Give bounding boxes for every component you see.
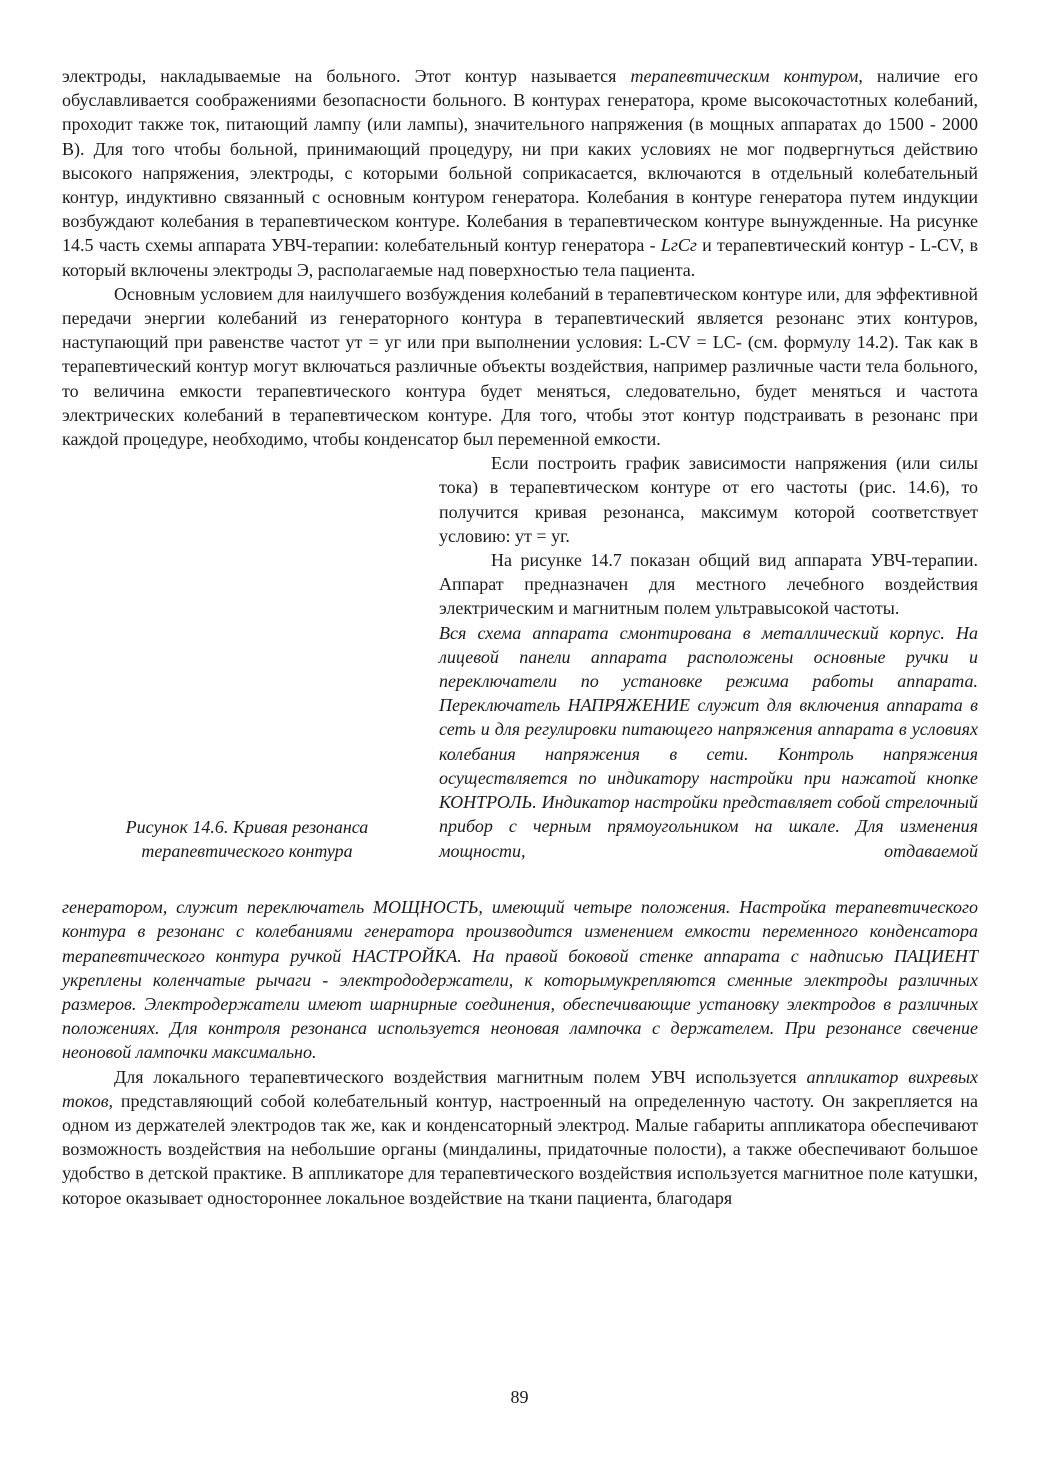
page-number: 89 (510, 1387, 529, 1407)
emphasized-term: терапевтическим контуром (630, 66, 859, 86)
paragraph-eddy-current-applicator (62, 1065, 978, 1210)
paragraph-text: Для локального терапевтического воздействия магнитным полем УВЧ используется (114, 1066, 807, 1087)
paragraph-therapeutic-circuit (62, 64, 978, 282)
emphasized-term: аппликатор вихревых токов, (62, 1066, 978, 1111)
paragraph-uhf-apparatus: На рисунке 14.7 показан общий вид аппарата УВЧ-терапии. Аппарат предназначен для местного лечебного воздействия электрическим и магнитным полем ультравысокой частоты. (439, 550, 978, 619)
side-column (439, 451, 978, 862)
figure-and-side-text (62, 451, 978, 895)
paragraph-apparatus-description-continued: генератором, служит переключатель МОЩНОСТЬ, имеющий четыре положения. Настройка терапевтического контура в резонанс с колебаниями генератора производится изменением емкости переменного конденсатора терапевтического контура ручкой НАСТРОЙКА. На правой боковой стенке аппарата с надписью ПАЦИЕНТ укреплены коленчатые рычаги - электрододержатели, к которымукрепляются сменные электроды различных размеров. Электродержатели имеют шарнирные соединения, обеспечивающие установку электродов в различных положениях. Для контроля резонанса используется неоновая лампочка с держателем. При резонансе свечение неоновой лампочки максимально. (62, 897, 978, 1063)
formula-lc: LгCг (660, 235, 697, 256)
paragraph-resonance-curve: Если построить график зависимости напряжения (или силы тока) в терапевтическом контуре от его частоты (рис. 14.6), то получится кривая резонанса, максимум которой соответствует условию: ут = уг. (439, 453, 978, 546)
paragraph-text: электроды, накладываемые на больного. Этот контур называется (62, 66, 631, 86)
paragraph-apparatus-description: Вся схема аппарата смонтирована в металлический корпус. На лицевой панели аппарата расположены основные ручки и переключатели по установке режима работы аппарата. Переключатель НАПРЯЖЕНИЕ служит для включения аппарата в сеть и для регулировки питающего напряжения аппарата в условиях колебания напряжения в сети. Контроль напряжения осуществляется по индикатору настройки при нажатой кнопке КОНТРОЛЬ. Индикатор настройки представляет собой стрелочный прибор с черным прямоугольником на шкале. Для изменения мощности, отдаваемой (439, 622, 978, 861)
paragraph-resonance-condition: Основным условием для наилучшего возбуждения колебаний в терапевтическом контуре или, для эффективной передачи энергии колебаний из генераторного контура в терапевтический является резонанс этих контуров, наступающий при равенстве частот ут = уг или при выполнении условия: L-CV = LC- (см. формулу 14.2). Так как в терапевтический контур могут включаться различные объекты воздействия, например различные части тела больного, то величина емкости терапевтического контура будет меняться, следовательно, будет меняться и частота электрических колебаний в терапевтическом контуре. Для того, чтобы этот контур подстраивать в резонанс при каждой процедуре, необходимо, чтобы конденсатор был переменной емкости. (62, 283, 978, 450)
figure-14-6-area (62, 451, 432, 895)
paragraph-text: , наличие его обуславливается соображениями безопасности больного. В контурах генератора, кроме высокочастотных колебаний, проходит также ток, питающий лампу (или лампы), значительного напряжения (в мощных аппаратах до 1500 - 2000 В). Для того чтобы больной, принимающий процедуру, ни при каких условиях не мог подвергнуться действию высокого напряжения, электроды, с которыми больной соприкасается, включаются в отдельный колебательный контур, индуктивно связанный с основным контуром генератора. Колебания в контуре генератора путем индукции возбуждают колебания в терапевтическом контуре. Колебания в терапевтическом контуре вынужденные. На рисунке 14.5 часть схемы аппарата УВЧ-терапии: колебательный контур генератора - (62, 66, 979, 256)
paragraph-text: и терапевтический контур - L-CV, в который включены электроды Э, располагаемые над поверхностью тела пациента. (62, 235, 978, 280)
paragraph-text: представляющий собой колебательный контур, настроенный на определенную частоту. Он закрепляется на одном из держателей электродов так же, как и конденсаторный электрод. Малые габариты аппликатора обеспечивают возможность воздействия на небольшие органы (миндалины, придаточные полости), а также обеспечивают большое удобство в детской практике. В аппликаторе для терапевтического воздействия используется магнитное поле катушки, которое оказывает одностороннее локальное воздействие на ткани пациента, благодаря (62, 1090, 978, 1208)
document-page (62, 64, 978, 1210)
figure-caption: Рисунок 14.6. Кривая резонанса терапевтического контура (125, 817, 369, 862)
